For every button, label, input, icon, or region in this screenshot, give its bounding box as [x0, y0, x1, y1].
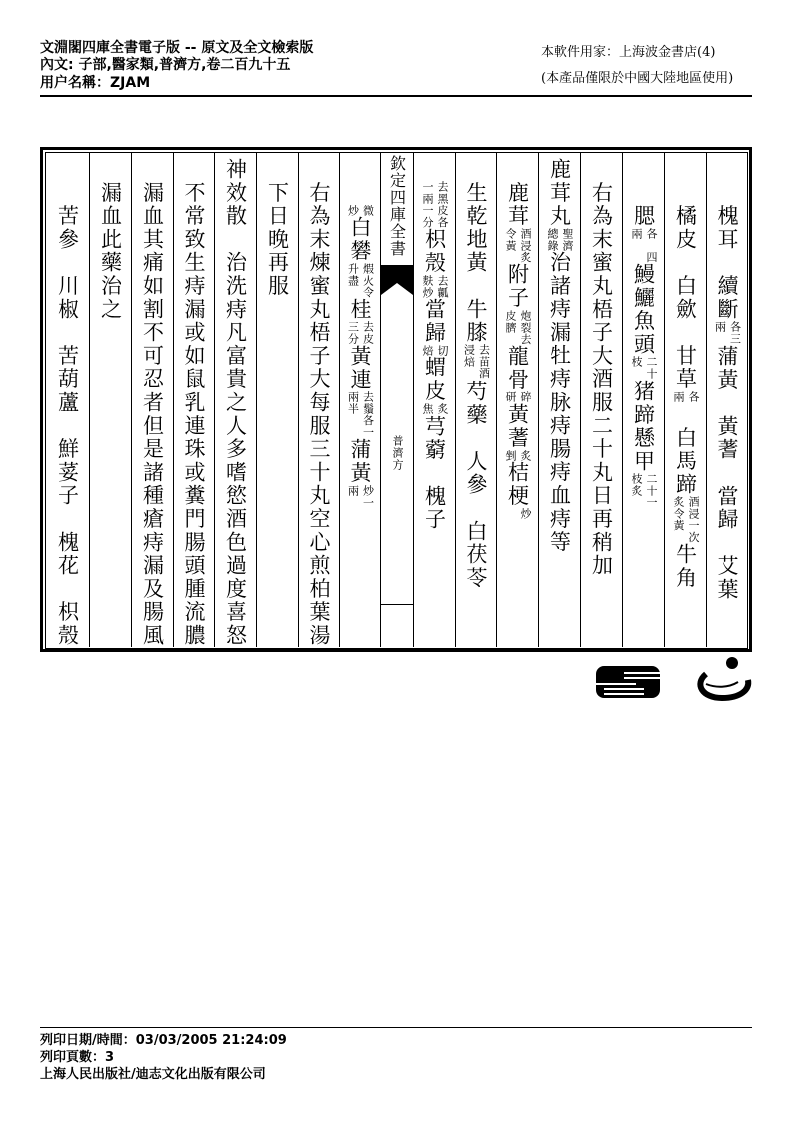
annotation-left-line: 枝炙: [630, 472, 643, 497]
annotation-left-line: 焦: [421, 403, 434, 415]
publisher: 上海人民出版社/迪志文化出版有限公司: [40, 1067, 266, 1082]
annotation-right-line: 切: [436, 344, 449, 357]
annotation-left-line: 炒: [346, 204, 360, 217]
annotation: [504, 228, 531, 263]
main-text: 當歸: [422, 298, 447, 345]
text-column: [414, 153, 455, 647]
main-text: 蒲黃: [348, 438, 372, 485]
center-strip: [381, 153, 413, 647]
text-column: [215, 153, 256, 647]
annotation-left-line: 令黃: [504, 227, 517, 252]
annotation: [504, 391, 531, 403]
main-text: 白馬蹄: [673, 402, 698, 496]
annotation: [347, 321, 374, 344]
annotation-right-line: 去苗酒: [477, 344, 491, 380]
annotation-right-line: 炙: [436, 403, 449, 415]
annotation: [504, 450, 531, 462]
annotation-right-line: 煆火令: [361, 262, 375, 299]
annotation-left-line: 兩: [713, 321, 727, 333]
annotation-right-line: 各三: [728, 321, 742, 345]
annotation: [421, 181, 448, 228]
annotation-left-line: 三分: [346, 321, 360, 345]
annotation: [347, 485, 374, 508]
text-column: [174, 153, 214, 647]
annotation: [630, 356, 657, 379]
text-column: [581, 153, 622, 647]
annotation: [504, 310, 531, 345]
collection-title-text: 欽定四庫全書: [387, 155, 407, 257]
text-column: [539, 153, 580, 647]
annotation-right-line: 去瓤: [436, 274, 449, 299]
main-text: 芎藭 槐子: [422, 414, 447, 532]
licensee: 本軟件用家：上海波金書店(4): [541, 45, 716, 60]
annotation: [347, 263, 374, 298]
main-text: 附子: [505, 263, 530, 310]
footer-divider: [40, 1027, 752, 1028]
annotation-left-line: 一兩一分: [421, 181, 434, 229]
main-text: 桂: [348, 298, 372, 322]
main-text: 鹿茸: [505, 158, 530, 228]
text-column: [132, 153, 173, 647]
main-text: 右為末蜜丸梧子大酒服二十丸日再稍加: [589, 158, 614, 578]
main-text: 下日晚再服: [265, 158, 290, 298]
annotation-left-line: 研: [504, 391, 517, 404]
annotation: [347, 391, 374, 438]
publisher-logo-swirl-icon: [692, 654, 756, 704]
text-column: [707, 153, 747, 647]
annotation-right-line: 二十: [645, 356, 658, 380]
main-text: 牛角: [673, 542, 698, 590]
main-text: 黃蓍: [505, 403, 530, 450]
annotation-right-line: 炙: [519, 449, 532, 462]
annotation: [421, 345, 448, 357]
main-text: 槐耳 續斷: [715, 158, 739, 322]
annotation: [463, 344, 490, 379]
annotation: [421, 275, 448, 298]
annotation-left-line: [504, 508, 516, 520]
text-column: [299, 153, 339, 647]
main-text: 黃連: [348, 344, 372, 392]
book-title-text: 普濟方: [391, 435, 404, 471]
annotation-left-line: 麩炒: [421, 274, 434, 299]
main-text: 右為末煉蜜丸梧子大每服三十丸空心煎柏葉湯: [307, 158, 331, 647]
main-text: 生乾地黃 牛膝: [464, 158, 488, 345]
document-title: 文淵閣四庫全書電子版 -- 原文及全文檢索版: [40, 40, 314, 56]
header-divider: [40, 95, 752, 97]
annotation-left-line: 兩: [630, 227, 643, 240]
main-text: 枳殼: [422, 228, 447, 275]
annotation-left-line: 枝: [630, 356, 643, 368]
main-text: 不常致生痔漏或如鼠乳連珠或糞門腸頭腫流膿: [182, 158, 206, 647]
annotation-left-line: 皮臍: [504, 309, 517, 334]
publisher-logo-books-icon: [594, 658, 664, 702]
main-text: 猪蹄懸甲: [631, 379, 656, 473]
annotation-right-line: 酒浸炙: [519, 227, 532, 264]
main-text: 神效散 治洗痔凡富貴之人多嗜慾酒色過度喜怒: [223, 158, 248, 647]
text-column: [340, 153, 380, 647]
annotation-right-line: 各 四: [645, 227, 658, 264]
main-text: 腮: [631, 158, 656, 228]
annotation-left-line: 總錄: [546, 227, 559, 252]
annotation: [630, 473, 657, 508]
annotation-right-line: 去鬚各一: [361, 391, 375, 439]
main-text: 桔梗: [505, 461, 530, 508]
main-text: 橘皮 白歛 甘草: [673, 158, 698, 391]
main-text: 蒲黃 黃蓍 當歸 艾葉: [715, 344, 739, 601]
center-strip-rule: [381, 604, 413, 605]
annotation: [421, 403, 448, 415]
annotation-right-line: 各: [687, 391, 700, 403]
annotation-right-line: 炒一: [361, 484, 375, 509]
book-title: [381, 435, 413, 471]
collection-title: [381, 155, 413, 257]
text-column: [46, 153, 89, 647]
fishtail-mark-icon: [381, 265, 413, 299]
annotation-left-line: 兩: [346, 484, 360, 497]
annotation-left-line: 升盡: [346, 262, 360, 287]
region-restriction: (本產品僅限於中國大陸地區使用): [541, 71, 734, 86]
text-column: [497, 153, 538, 647]
annotation-right-line: 酒浸一次: [687, 495, 700, 543]
annotation: [672, 391, 699, 403]
print-datetime: 列印日期/時間：03/03/2005 21:24:09: [40, 1033, 287, 1048]
main-text: 鹿茸丸: [547, 158, 572, 228]
annotation-right-line: 微: [361, 204, 375, 217]
main-text: 漏血其痛如割不可忍者但是諸種瘡痔漏及腸風: [140, 158, 165, 647]
text-column: [623, 153, 664, 647]
main-text: 苦參 川椒 苦葫蘆 鮮荽子 槐花 枳殼: [55, 158, 80, 647]
main-text: 治諸痔漏牡痔脉痔腸痔血痔等: [547, 251, 572, 555]
annotation: [504, 508, 531, 520]
print-pages: 列印頁數：3: [40, 1050, 115, 1065]
annotation-right-line: 二十一: [645, 472, 658, 508]
text-column: [257, 153, 298, 647]
main-text: [423, 158, 447, 181]
annotation-right-line: 去皮: [361, 321, 375, 345]
annotation-right-line: 碎: [519, 391, 532, 404]
annotation-left-line: 兩半: [346, 391, 360, 415]
main-text: 鰻鱺魚頭: [631, 263, 656, 357]
main-text: 龍骨: [505, 344, 530, 392]
annotation-left-line: 焙: [421, 344, 434, 357]
text-column: [90, 153, 131, 647]
text-column: [665, 153, 706, 647]
annotation-right-line: 聖濟: [561, 227, 574, 252]
content-path: 內文: 子部,醫家類,普濟方,卷二百九十五: [40, 57, 291, 73]
main-text: 白礬: [348, 216, 372, 263]
main-text: 漏血此藥治之: [98, 158, 123, 322]
main-text: 蝟皮: [422, 356, 447, 404]
annotation-left-line: 炙令黃: [672, 495, 685, 532]
main-text: 芍藥 人參 白茯苓: [464, 379, 488, 590]
main-text: [348, 158, 372, 205]
annotation: [714, 321, 741, 344]
annotation: [546, 228, 573, 251]
annotation-right-line: 炒: [519, 507, 532, 520]
annotation-left-line: 兩: [672, 391, 685, 403]
annotation: [672, 496, 699, 543]
text-column: [456, 153, 496, 647]
annotation-right-line: 炮裂去: [519, 309, 532, 345]
annotation-right-line: 去黑皮各: [436, 181, 449, 229]
annotation: [630, 228, 657, 263]
annotation-left-line: 剉: [504, 449, 517, 462]
annotation: [347, 205, 374, 217]
user-name: 用户名稱：ZJAM: [40, 75, 151, 91]
annotation-left-line: 浸焙: [462, 344, 476, 368]
